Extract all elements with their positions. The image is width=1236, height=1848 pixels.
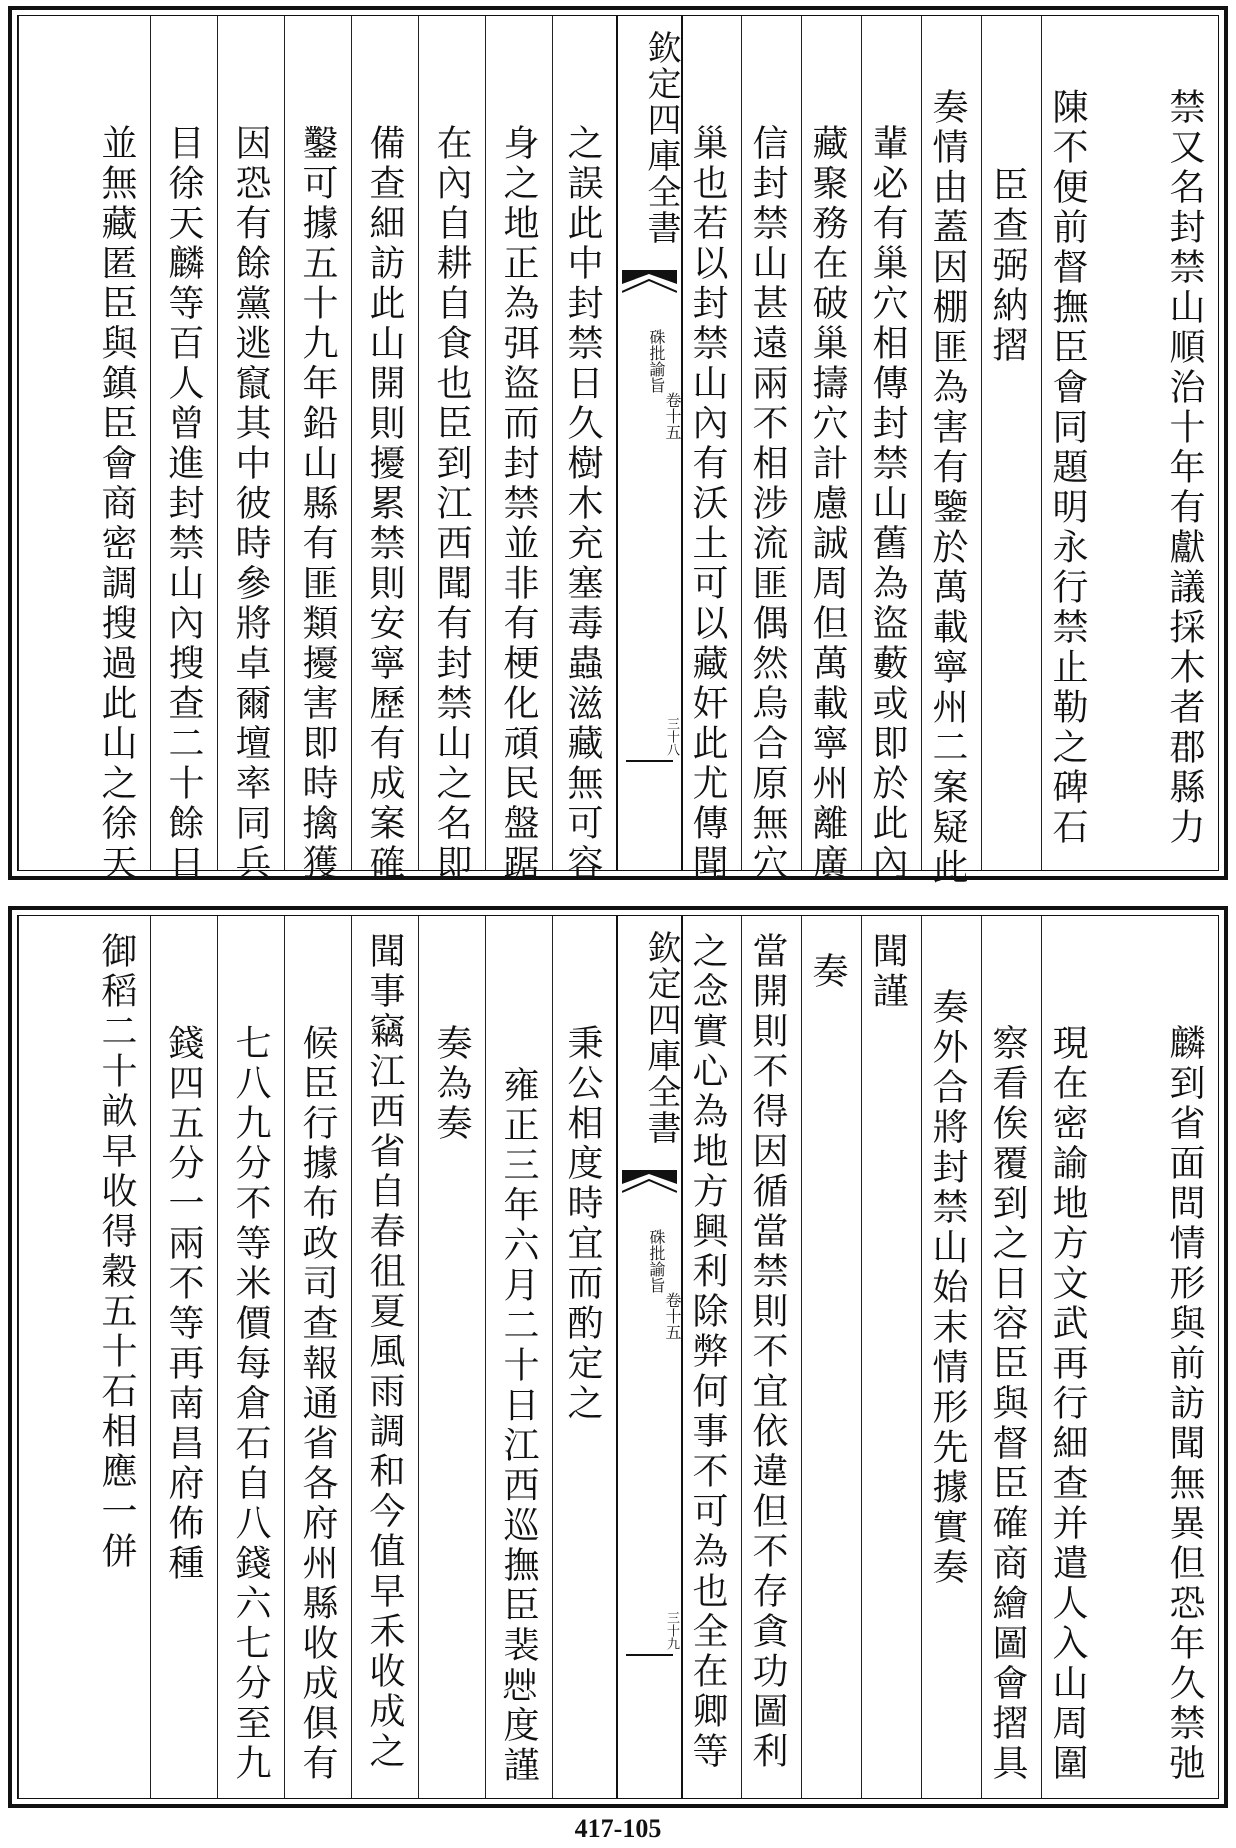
text-column <box>681 916 742 1798</box>
text-column <box>861 16 922 884</box>
column-text: 信封禁山甚遠兩不相涉流匪偶然烏合原無穴 <box>747 124 788 884</box>
column-text: 身之地正為弭盜而封禁並非有梗化頑民盤踞 <box>498 124 539 884</box>
text-column <box>18 16 151 884</box>
text-column <box>681 16 742 884</box>
text-column <box>552 16 617 884</box>
text-column <box>150 16 218 884</box>
text-column <box>485 916 553 1798</box>
text-column <box>741 16 802 884</box>
column-text: 雍正三年六月二十日江西巡撫臣裴𢘿度謹 <box>498 1066 539 1786</box>
column-text: 當開則不得因循當禁則不宜依違但不存貪功圖利 <box>747 932 788 1772</box>
text-column <box>284 16 352 884</box>
text-column <box>217 916 285 1798</box>
folio-number: 三十八 <box>664 716 679 756</box>
folio-rule <box>626 760 673 762</box>
text-column <box>981 16 1042 870</box>
column-text: 臣查弼納摺 <box>987 166 1028 366</box>
text-column <box>801 916 862 1798</box>
column-text: 陳不便前督撫臣會同題明永行禁止勒之碑石 <box>1047 88 1088 848</box>
column-text: 奏為奏 <box>431 1024 472 1144</box>
text-column <box>921 16 982 888</box>
text-column <box>418 916 486 1798</box>
column-text: 在內自耕自食也臣到江西聞有封禁山之名即 <box>431 124 472 884</box>
collection-name: 硃批諭旨 <box>647 1229 666 1293</box>
text-column <box>1101 16 1219 870</box>
column-text: 因恐有餘黨逃竄其中彼時參將卓爾壇率同兵 <box>230 124 271 884</box>
text-column <box>1041 916 1102 1798</box>
column-text: 奏 <box>807 952 848 992</box>
book-title: 欽定四庫全書 <box>641 930 681 1146</box>
text-column <box>217 16 285 884</box>
volume-number: 卷十五 <box>663 1292 682 1340</box>
text-column <box>351 916 419 1798</box>
text-column <box>418 16 486 884</box>
bottom-page-inner-border <box>17 915 1219 1799</box>
column-text: 麟到省面問情形與前訪聞無異但恐年久禁弛 <box>1164 1024 1205 1784</box>
text-column <box>921 916 982 1798</box>
center-fold-strip <box>616 916 683 1798</box>
center-fold-strip <box>616 16 683 870</box>
column-text: 目徐天麟等百人曾進封禁山內搜查二十餘日 <box>163 124 204 884</box>
column-text: 備查細訪此山開則擾累禁則安寧歷有成案確 <box>364 124 405 884</box>
text-column <box>485 16 553 884</box>
column-text: 鑿可據五十九年鉛山縣有匪類擾害即時擒獲 <box>297 124 338 884</box>
column-text: 奏外合將封禁山始末情形先據實奏 <box>927 988 968 1588</box>
column-text: 現在密諭地方文武再行細查并遣人入山周圍 <box>1047 1024 1088 1784</box>
column-text: 之念實心為地方興利除弊何事不可為也全在卿等 <box>687 932 728 1772</box>
text-column <box>18 916 151 1798</box>
column-text: 御稻二十畝早收得穀五十石相應一併 <box>96 932 137 1572</box>
column-text: 聞謹 <box>867 932 908 1012</box>
text-column <box>981 916 1042 1798</box>
folio-number: 三十九 <box>664 1610 679 1650</box>
page-number: 417-105 <box>574 1814 662 1843</box>
fish-tail-ornament <box>622 270 677 310</box>
column-text: 七八九分不等米價每倉石自八錢六七分至九 <box>230 1024 271 1784</box>
column-text: 之誤此中封禁日久樹木充塞毒蟲滋藏無可容 <box>562 124 603 884</box>
text-column <box>1041 16 1102 870</box>
column-text: 奏情由蓋因棚匪為害有鑒於萬載寧州二案疑此 <box>927 88 968 888</box>
column-text: 輩必有巢穴相傳封禁山舊為盜藪或即於此內 <box>867 124 908 884</box>
column-text: 藏聚務在破巢擣穴計慮誠周但萬載寧州離廣 <box>807 124 848 884</box>
folio-rule <box>626 1654 673 1656</box>
bottom-page-frame <box>8 906 1228 1808</box>
volume-number: 卷十五 <box>663 392 682 440</box>
text-column <box>150 916 218 1798</box>
column-text: 察看俟覆到之日容臣與督臣確商繪圖會摺具 <box>987 1024 1028 1784</box>
text-column <box>284 916 352 1798</box>
column-text: 巢也若以封禁山內有沃土可以藏奸此尤傳聞 <box>687 124 728 884</box>
text-column <box>861 916 922 1798</box>
text-column <box>741 916 802 1798</box>
column-text: 候臣行據布政司查報通省各府州縣收成俱有 <box>297 1024 338 1784</box>
column-text: 聞事竊江西省自春徂夏風雨調和今值早禾收成之 <box>364 932 405 1772</box>
top-page-frame <box>8 6 1228 888</box>
column-text: 並無藏匿臣與鎮臣會商密調搜過此山之徐天 <box>96 124 137 884</box>
text-column <box>1101 916 1219 1798</box>
text-column <box>801 16 862 884</box>
top-page-inner-border <box>17 15 1219 888</box>
column-text: 錢四五分一兩不等再南昌府佈種 <box>163 1024 204 1584</box>
column-text: 禁又名封禁山順治十年有獻議採木者郡縣力 <box>1164 88 1205 848</box>
collection-name: 硃批諭旨 <box>647 329 666 393</box>
text-column <box>552 916 617 1798</box>
fish-tail-ornament <box>622 1170 677 1210</box>
book-title: 欽定四庫全書 <box>641 30 681 246</box>
text-column <box>351 16 419 884</box>
column-text: 秉公相度時宜而酌定之 <box>562 1024 603 1424</box>
